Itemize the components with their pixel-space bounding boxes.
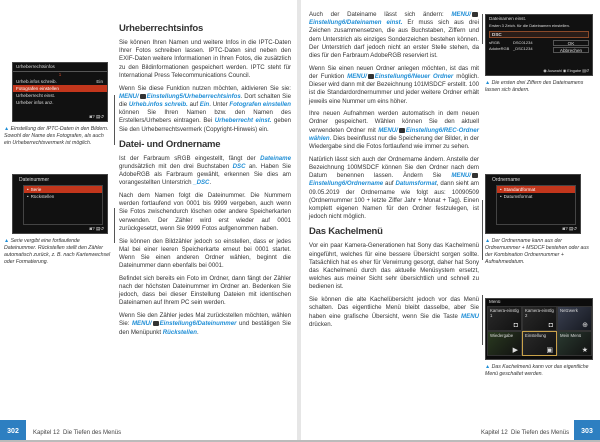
margin-rule [482,200,483,260]
toolbox-icon [472,12,478,17]
running-footer: Kapitel 12 Die Tiefen des Menüs [481,430,570,436]
triangle-icon: ▲ [4,126,10,132]
menu-item-selected[interactable]: Fotografen einstellen [13,85,107,92]
heading-copyright: Urheberrechtsinfos [119,23,204,34]
heading-file-folder: Datei- und Ordnername [119,138,221,150]
paragraph: Befindet sich bereits ein Foto im Ordner, dann fängt der Zähler nach der höchsten Dateinummer im Ordner an. Bedenken Sie jedoch, dass bei dieser Einstellung Dateien mit identischen Dateinamen auf Ihrem PC sein werden. [119,274,291,307]
page-number: 302 [0,420,26,442]
ok-button[interactable]: OK [553,40,589,46]
paragraph: Sie können den Bildzähler jedoch so einstellen, dass er jedes Mal bei einer leeren Speicherkarte erneut bei 0001 startet. Wenn Sie einen anderen Ordner wählen, beginnt die Dateinummer dann ebenfalls bei 0001. [119,237,291,270]
star-icon: ★ [581,347,588,354]
screenshot-file-name-dialog [485,14,593,76]
menu-item[interactable]: • Datumsformat [500,193,533,199]
paragraph: Auch der Dateiname lässt sich ändern: MENU/Einstellung6/Dateinamen einst. Er muss sich aus drei Zeichen zusammensetzen, die aus Buchstaben, Ziffern und dem Unterstrich als einziges Sonderzeichen bestehen können. Der Unterstrich darf jedoch nicht an erster Stelle stehen, da dies für den Farbraum AdobeRGB reserviert ist. [309,11,479,60]
camera-icon: ◘ [513,322,518,329]
paragraph: Sie können die alte Kachelübersicht jedoch vor das Menü schalten. Das eigentliche Menü bleibt dasselbe, aber Sie haben eine grafische Übersicht, wenn Sie die Taste MENU drücken. [309,296,479,328]
screen-title: Menü [489,299,501,304]
right-text-column [309,11,479,333]
tile-network[interactable]: Netzwerk ⊕ [557,306,592,331]
tile-settings[interactable]: Einstellung ▣ [522,331,557,356]
globe-icon: ⊕ [582,322,588,329]
margin-rule [482,14,483,44]
toolbox-icon: ▣ [546,347,553,354]
page-indicator: 1 [58,72,62,77]
screenshot-file-number-menu [12,174,108,234]
screen-footer: ◉ Auswahl ◉ Eingabe ▤↺ [543,69,589,73]
paragraph: Natürlich lässt sich auch der Ordnername ändern. Anstelle der Bezeichnung 100MSDCF können Sie den Ordner nach dem Datum benennen lassen. Ändern Sie MENU/Einstellung6/Ordnername auf Datumsformat, dann sieht am 09.05.2019 der Ordnername wie folgt aus: 10090509 (Ordnernummer 100 + letzte Ziffer Jahr + Monat + Tag). Einen komplett eigenen Namen für den Ordner festzulegen, ist jedoch nicht möglich. [309,155,480,221]
screenshot-tile-menu [485,298,593,360]
srgb-row: sRGB DSC01234 [489,40,533,45]
caption-folder-name: ▲ Der Ordnername kann aus der Ordnernummer + MSDCF bestehen oder aus der Kombination Ordnernummer + Aufnahmedatum. [485,238,589,265]
caption-copyright: ▲ Einstellung der IPTC-Daten in den Bildern. Sowohl der Name des Fotografen, als auch ein Urheberrechtsvermerk ist möglich. [4,126,109,146]
tile-my-menu[interactable]: Mein Menü ★ [557,331,592,356]
camera-icon: ◘ [548,322,553,329]
menu-item[interactable]: • Rückstellen [27,193,55,199]
paragraph: Vor ein paar Kamera-Generationen hat Sony das Kachelmenü eingeführt, welches für eine bessere Übersicht sorgen sollte. Tatsächlich hat es eher für Verwirrung gesorgt, daher hat Sony das Kachelmenü durch das aktuelle Menüsystem ersetzt, welches aus meiner Sicht sehr übersichtlich und schnell zu bedienen ist. [309,242,479,291]
paragraph: Wenn Sie einen neuen Ordner anlegen möchten, ist das mit der Funktion MENU/ Einstellung6/Neuer Ordner möglich. Dieser wird dann mit der Bezeichnung 101MSDCF erstellt. 100 ist die Standardordnernummer und jeder weitere Ordner erhält jeweils eine Nummer um eins höher. [309,64,479,105]
screen-title: Dateinummer [19,177,50,183]
screen-footer-icons: ◙? ▤↺ [89,226,104,231]
paragraph: Ist der Farbraum sRGB eingestellt, fängt der Dateiname grundsätzlich mit den drei Buchstaben DSC an. Haben Sie AdobeRGB als Farbraum gewählt, erkennen Sie dies am vorangestellten Unterstrich _DSC. [119,154,291,187]
toolbox-icon [472,173,478,178]
file-prefix-input[interactable]: DSC [489,31,589,38]
paragraph: Sie können Ihren Namen und weitere Infos in die IPTC-Daten Ihrer Fotos schreiben lassen. IPTC-Daten sind neben den EXIF-Daten weitere Informationen in Ihren Fotos, die zusätzlich zu den Bildinformationen gespeichert werden. IPTC steht für International Press Telecommunications Council. [119,39,291,79]
heading-tile-menu: Das Kachelmenü [309,226,383,238]
menu-item[interactable]: Urheb.infos schreib. Ein [16,78,103,84]
triangle-icon: ▲ [485,238,491,244]
menu-item-selected[interactable]: • Serie [24,186,102,193]
right-page [301,0,600,442]
paragraph: Wenn Sie diese Funktion nutzen möchten, aktivieren Sie sie: MENU/ Einstellung5/Urheberrechtsinfos. Dort schalten Sie die Urheb.infos schreib. auf Ein. Unter Fotografen einstellen können Sie Ihren Namen bzw. den Namen des Erstellers/Urhebers eintragen. Bei Urheberrecht einst. geben Sie den Urheberrechtsvermerk (Copyright-Hinweis) ein. [119,84,292,133]
adobergb-row: AdobeRGB _DSC1234 [489,46,533,51]
margin-rule [114,95,115,145]
toolbox-icon [399,128,405,133]
margin-rule [114,208,115,243]
paragraph: Nach dem Namen folgt die Dateinummer. Die Nummern werden fortlaufend von 0001 bis 9999 vergeben, auch wenn Sie Fotos zwischendurch löschen oder andere Speicherkarten verwenden. Der Zähler wird erst wieder auf 0001 zurückgesetzt, wenn Sie 9999 Fotos aufgenommen haben. [119,192,291,232]
caption-file-name: ▲ Die ersten drei Ziffern des Dateinamens lassen sich ändern. [485,80,584,93]
triangle-icon: ▲ [4,238,10,244]
tile-playback[interactable]: Wiedergabe ▶ [487,331,522,356]
screenshot-copyright-menu [12,62,108,122]
play-icon: ▶ [512,347,518,354]
running-footer: Kapitel 12 Die Tiefen des Menüs [33,430,122,436]
toolbox-icon [140,94,146,99]
margin-rule [482,295,483,345]
caption-file-number: ▲ Serie vergibt eine fortlaufende Dateinummer. Rückstellen stellt den Zähler automatisch zurück, z. B. nach Kartenwechsel oder Formatierung. [4,238,111,265]
screen-hint: Ersten 3 Zeich. für die Dateinamen einstellen. [489,23,570,28]
screen-title: Ordnername [492,177,521,183]
screenshot-folder-name-menu [485,174,581,234]
toolbox-icon [153,321,159,326]
menu-item[interactable]: Urheber infos anz. [16,99,54,105]
page-number: 303 [574,420,600,442]
screen-footer-icons: ◙? ▤↺ [89,114,104,119]
menu-item[interactable]: Urheberrecht einst. [16,92,56,98]
triangle-icon: ▲ [485,80,491,86]
menu-item-selected[interactable]: • Standardformat [497,186,575,193]
screen-title: Dateinamen einst. [489,16,527,21]
left-page [0,0,298,442]
screen-footer-icons: ◙? ▤↺ [562,226,577,231]
tile-camera-1[interactable]: Kamera-einstlg 1 ◘ [487,306,522,331]
toolbox-icon [368,74,374,79]
tile-camera-2[interactable]: Kamera-einstlg 2 ◘ [522,306,557,331]
triangle-icon: ▲ [485,364,491,370]
caption-tile-menu: ▲ Das Kachelmenü kann vor das eigentliche Menü geschaltet werden. [485,364,589,377]
paragraph: Wenn Sie den Zähler jedes Mal zurückstellen möchten, wählen Sie: MENU/ Einstellung6/Dateinummer und bestätigen Sie den Menüpunkt Rückstellen. [119,312,291,336]
screen-title: Urheberrechtsinfos [13,63,107,72]
paragraph: Ihre neuen Aufnahmen werden automatisch in dem neuen Ordner gespeichert. Wählen können Sie den aktuell verwendeten Ordner mit MENU/ Einstellung6/REC-Ordner wählen. Dies beeinflusst nur die Speicherung der Bilder, in der Wiedergabe sind die Fotos fortlaufend wie immer zu sehen. [309,110,479,151]
left-text-column [119,18,291,341]
cancel-button[interactable]: Abbrechen [553,47,589,53]
